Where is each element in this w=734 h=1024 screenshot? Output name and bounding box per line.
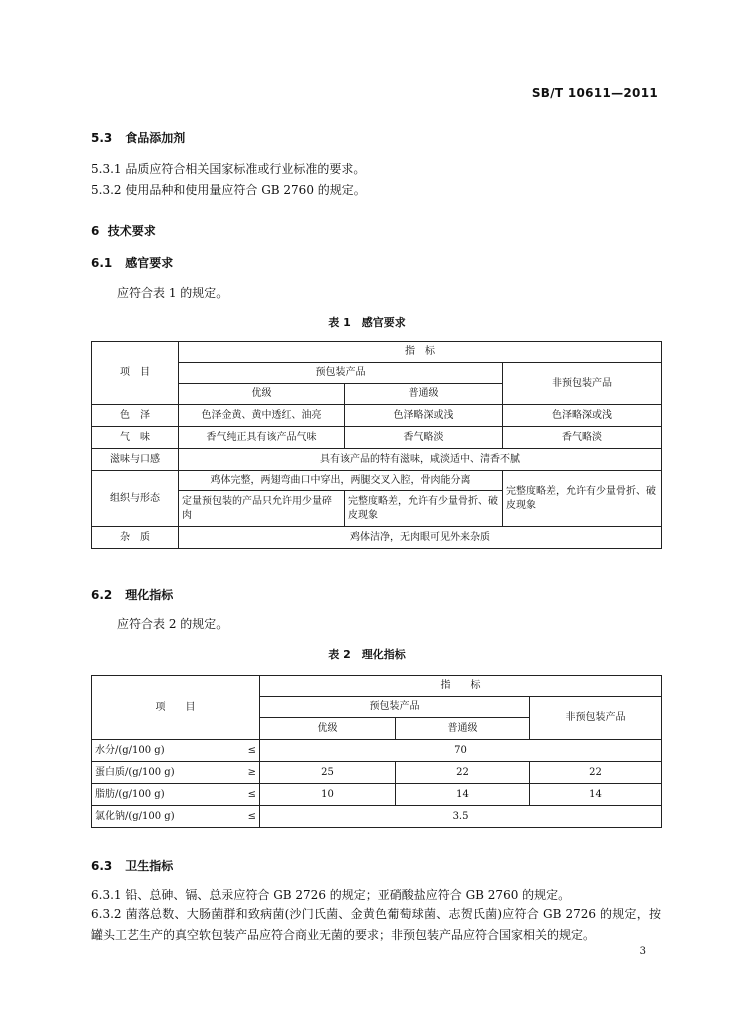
table-header-prepack: 预包装产品 bbox=[260, 697, 530, 718]
standard-number: SB/T 10611—2011 bbox=[531, 86, 658, 100]
row-item: 组织与形态 bbox=[92, 471, 179, 527]
clause-6-3-2 bbox=[91, 904, 661, 946]
clause-text: 铅、总砷、镉、总汞应符合 GB 2726 的规定；亚硝酸盐应符合 GB 2760 的规定。 bbox=[125, 888, 571, 902]
row-item bbox=[92, 740, 260, 762]
section-title: 技术要求 bbox=[107, 224, 156, 238]
section-number: 6.3 bbox=[91, 859, 113, 873]
clause-number: 5.3.2 bbox=[91, 183, 122, 197]
table-header-excellent: 优级 bbox=[179, 384, 345, 405]
table-header-prepack: 预包装产品 bbox=[179, 363, 503, 384]
table-2-physicochemical bbox=[91, 675, 662, 828]
table-row bbox=[92, 806, 662, 828]
table-header-normal: 普通级 bbox=[396, 718, 530, 740]
row-item: 气 味 bbox=[92, 427, 179, 449]
cell-normal: 22 bbox=[396, 762, 530, 784]
section-5-3-heading bbox=[91, 129, 185, 146]
row-item-label: 水分/(g/100 g) bbox=[95, 744, 165, 756]
cell-normal: 香气略淡 bbox=[345, 427, 503, 449]
row-item bbox=[92, 762, 260, 784]
row-item: 色 泽 bbox=[92, 405, 179, 427]
row-item-label: 脂肪/(g/100 g) bbox=[95, 788, 165, 800]
row-item bbox=[92, 806, 260, 828]
section-6-2-text: 应符合表 2 的规定。 bbox=[117, 617, 229, 631]
clause-text: 品质应符合相关国家标准或行业标准的要求。 bbox=[125, 162, 366, 176]
section-number: 6.2 bbox=[91, 588, 113, 602]
table-1-sensory bbox=[91, 341, 662, 549]
cell-excellent: 10 bbox=[260, 784, 396, 806]
cell-nonprepack: 色泽略深或浅 bbox=[503, 405, 662, 427]
table-header-excellent: 优级 bbox=[260, 718, 396, 740]
row-item-label: 蛋白质/(g/100 g) bbox=[95, 766, 175, 778]
row-item-label: 氯化钠/(g/100 g) bbox=[95, 810, 175, 822]
comparison-symbol: ≤ bbox=[247, 788, 256, 800]
section-number: 6.1 bbox=[91, 256, 113, 270]
section-6-1-text: 应符合表 1 的规定。 bbox=[117, 286, 229, 300]
comparison-symbol: ≤ bbox=[247, 810, 256, 822]
cell-nonprepack: 完整度略差，允许有少量骨折、破皮现象 bbox=[503, 471, 662, 527]
section-6-2-heading bbox=[91, 586, 173, 603]
cell-excellent: 定量预包装的产品只允许用少量碎肉 bbox=[179, 491, 345, 527]
table-row bbox=[92, 762, 662, 784]
cell-excellent: 色泽金黄、黄中透红、油亮 bbox=[179, 405, 345, 427]
section-title: 感官要求 bbox=[125, 256, 174, 270]
table-header-indicator: 指 标 bbox=[260, 676, 662, 697]
section-title: 卫生指标 bbox=[125, 859, 174, 873]
cell-merged: 具有该产品的特有滋味，咸淡适中、清香不腻 bbox=[179, 449, 662, 471]
clause-5-3-1 bbox=[91, 160, 365, 177]
comparison-symbol: ≥ bbox=[247, 766, 256, 778]
table-row bbox=[92, 427, 662, 449]
cell-nonprepack: 22 bbox=[530, 762, 662, 784]
clause-text: 使用品种和使用量应符合 GB 2760 的规定。 bbox=[125, 183, 366, 197]
table-header-normal: 普通级 bbox=[345, 384, 503, 405]
clause-6-3-1 bbox=[91, 886, 570, 903]
section-6-1-heading bbox=[91, 254, 173, 271]
comparison-symbol: ≤ bbox=[247, 744, 256, 756]
clause-number: 6.3.2 bbox=[91, 907, 122, 921]
table-header-item: 项 目 bbox=[92, 342, 179, 405]
cell-merged: 70 bbox=[260, 740, 662, 762]
cell-excellent: 25 bbox=[260, 762, 396, 784]
section-number: 6 bbox=[91, 224, 100, 238]
row-item: 杂 质 bbox=[92, 527, 179, 549]
table-2-caption: 表 2 理化指标 bbox=[328, 648, 406, 661]
cell-merged: 鸡体洁净，无肉眼可见外来杂质 bbox=[179, 527, 662, 549]
cell-nonprepack: 14 bbox=[530, 784, 662, 806]
cell-normal: 色泽略深或浅 bbox=[345, 405, 503, 427]
table-header-nonprepack: 非预包装产品 bbox=[503, 363, 662, 405]
table-row bbox=[92, 449, 662, 471]
clause-number: 6.3.1 bbox=[91, 888, 122, 902]
cell-normal: 完整度略差，允许有少量骨折、破皮现象 bbox=[345, 491, 503, 527]
clause-5-3-2 bbox=[91, 181, 366, 198]
page-number: 3 bbox=[639, 946, 646, 957]
table-header-indicator: 指 标 bbox=[179, 342, 662, 363]
section-6-heading bbox=[91, 222, 156, 239]
cell-excellent: 香气纯正具有该产品气味 bbox=[179, 427, 345, 449]
table-row bbox=[92, 471, 662, 491]
table-row bbox=[92, 784, 662, 806]
clause-number: 5.3.1 bbox=[91, 162, 122, 176]
section-title: 食品添加剂 bbox=[125, 131, 186, 145]
cell-normal: 14 bbox=[396, 784, 530, 806]
section-number: 5.3 bbox=[91, 131, 113, 145]
row-item: 滋味与口感 bbox=[92, 449, 179, 471]
cell-prepack-common: 鸡体完整，两翅弯曲口中穿出，两腿交叉入腔，骨肉能分离 bbox=[179, 471, 503, 491]
table-row bbox=[92, 527, 662, 549]
table-row bbox=[92, 740, 662, 762]
table-row bbox=[92, 405, 662, 427]
cell-nonprepack: 香气略淡 bbox=[503, 427, 662, 449]
section-6-3-heading bbox=[91, 857, 173, 874]
table-header-nonprepack: 非预包装产品 bbox=[530, 697, 662, 740]
cell-merged: 3.5 bbox=[260, 806, 662, 828]
table-1-caption: 表 1 感官要求 bbox=[328, 316, 406, 329]
row-item bbox=[92, 784, 260, 806]
table-header-item: 项 目 bbox=[92, 676, 260, 740]
section-title: 理化指标 bbox=[125, 588, 174, 602]
clause-text: 菌落总数、大肠菌群和致病菌(沙门氏菌、金黄色葡萄球菌、志贺氏菌)应符合 GB 2726 的规定，按罐头工艺生产的真空软包装产品应符合商业无菌的要求；非预包装产品应符合国家相关的规定。 bbox=[91, 907, 661, 942]
